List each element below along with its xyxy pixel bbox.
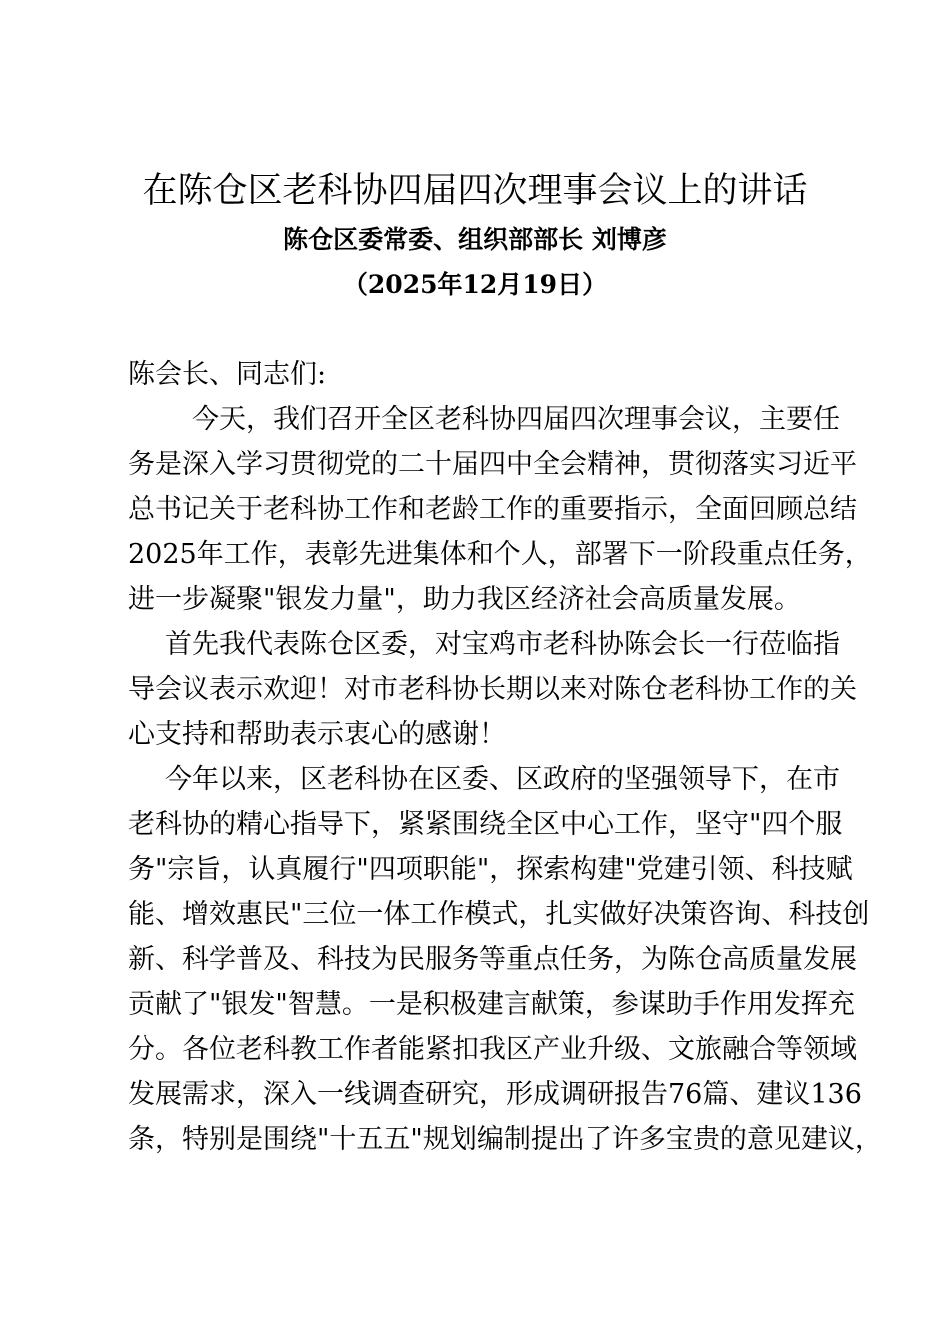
body-line: 能、增效惠民"三位一体工作模式，扎实做好决策咨询、科技创: [128, 899, 870, 930]
speech-date: （2025年12月19日）: [342, 270, 608, 299]
body-line: 务"宗旨，认真履行"四项职能"，探索构建"党建引领、科技赋: [128, 854, 853, 885]
body-line: 务是深入学习贯彻党的二十届四中全会精神，贯彻落实习近平: [128, 449, 857, 480]
body-line: 2025年工作，表彰先进集体和个人，部署下一阶段重点任务，: [128, 539, 872, 570]
body-line: 贡献了"银发"智慧。一是积极建言献策，参谋助手作用发挥充: [128, 989, 855, 1020]
body-line: 首先我代表陈仓区委，对宝鸡市老科协陈会长一行莅临指: [165, 629, 840, 660]
speaker-byline: 陈仓区委常委、组织部部长 刘博彦: [283, 225, 667, 254]
body-line: 心支持和帮助表示衷心的感谢！: [128, 719, 506, 750]
body-line: 总书记关于老科协工作和老龄工作的重要指示，全面回顾总结: [128, 494, 857, 525]
salutation: 陈会长、同志们:: [128, 359, 327, 390]
body-line: 今年以来，区老科协在区委、区政府的坚强领导下，在市: [165, 764, 840, 795]
body-line: 老科协的精心指导下，紧紧围绕全区中心工作，坚守"四个服: [128, 809, 843, 840]
body-line: 条，特别是围绕"十五五"规划编制提出了许多宝贵的意见建议，: [128, 1124, 882, 1155]
body-line: 导会议表示欢迎！对市老科协长期以来对陈仓老科协工作的关: [128, 674, 857, 705]
body-line: 今天，我们召开全区老科协四届四次理事会议，主要任: [165, 404, 840, 435]
body-line: 分。各位老科教工作者能紧扣我区产业升级、文旅融合等领域: [128, 1034, 857, 1065]
document-title: 在陈仓区老科协四届四次理事会议上的讲话: [142, 171, 808, 211]
body-line: 新、科学普及、科技为民服务等重点任务，为陈仓高质量发展: [128, 944, 857, 975]
body-line: 进一步凝聚"银发力量"，助力我区经济社会高质量发展。: [128, 584, 801, 615]
body-line: 发展需求，深入一线调查研究，形成调研报告76篇、建议136: [128, 1079, 862, 1110]
